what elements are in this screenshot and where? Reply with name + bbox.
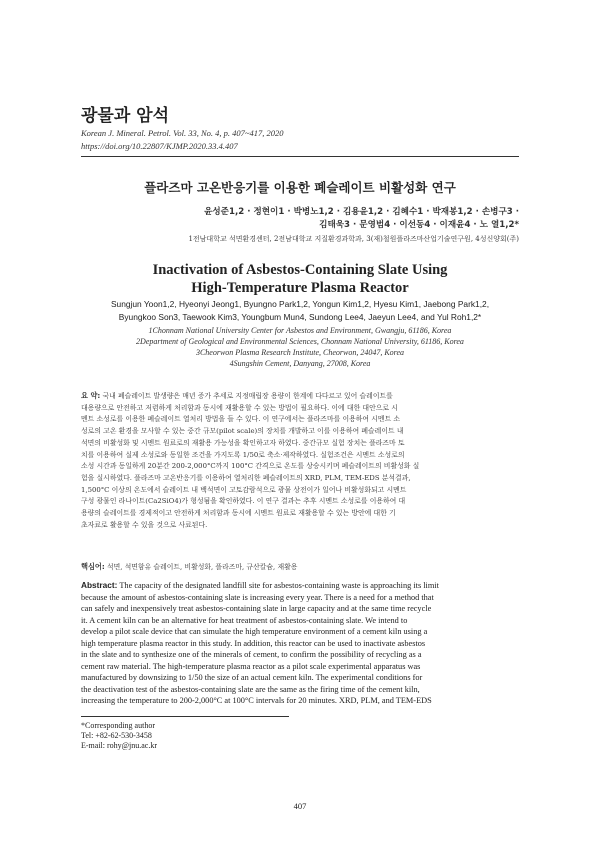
abstract-line: 용량의 슬레이트를 경제적이고 안전하게 처리함과 동시에 시멘트 원료로 재활용할 수 있는 방안에 대한 기: [81, 509, 396, 518]
abstract-line: 초자료로 활용할 수 있을 것으로 사료된다.: [81, 520, 208, 529]
abstract-line: manufactured by downsizing to 1/50 the size of an actual cement kiln. The experimental conditions for: [81, 673, 423, 682]
citation-volume: Korean J. Mineral. Petrol. Vol. 33, No. 4, p. 407~417, 2020: [81, 128, 284, 138]
korean-affiliations: 1전남대학교 석면환경센터, 2전남대학교 지질환경과학과, 3(재)철원플라즈마산업기술연구원, 4성신양회(주): [188, 235, 519, 243]
abstract-line: the deactivation test of the asbestos-containing slate are the same as the firing time of the cement kiln,: [81, 684, 420, 694]
journal-title: 광물과 암석: [81, 106, 170, 126]
english-authors: [81, 298, 519, 323]
affiliation-line: 3Cheorwon Plasma Research Institute, Cheorwon, 24047, Korea: [195, 348, 405, 357]
abstract-line: [81, 580, 519, 592]
english-abstract-label: Abstract:: [81, 580, 118, 590]
korean-abstract: [81, 390, 519, 531]
affiliation-line: 2Department of Geological and Environmental Sciences, Chonnam National University, 61186, Korea: [136, 337, 464, 346]
corresponding-author-label: *Corresponding author: [81, 721, 155, 730]
abstract-text: 국내 폐슬레이트 발생량은 매년 증가 추세로 지정매립장 용량이 한계에 다다르고 있어 슬레이트를: [100, 392, 393, 400]
abstract-line: because the amount of asbestos-containing slate is increasing every year. There is a need for a method that: [81, 592, 434, 602]
page-number: 407: [293, 801, 307, 811]
abstract-line: in the slate and to synthesize one of the minerals of cement, to confirm the possibility of recycling as a: [81, 650, 422, 659]
abstract-line: can safely and inexpensively treat asbestos-containing slate in large capacity and at the same time recycle: [81, 604, 432, 613]
keywords-text: 석면, 석면함유 슬레이트, 비활성화, 플라즈마, 규산칼슘, 재활용: [104, 563, 298, 571]
citation-block: [81, 127, 481, 153]
english-authors-line: Byungkoo Son3, Taewook Kim3, Youngbum Mun4, Sundong Lee4, Jaeyun Lee4, and Yul Roh1,2*: [118, 311, 482, 322]
abstract-line: develop a pilot scale device that can simulate the high temperature environment of a cement kiln using a: [81, 627, 428, 636]
abstract-line: [81, 390, 519, 403]
abstract-text: The capacity of the designated landfill site for asbestos-containing waste is approaching its limit: [117, 581, 439, 590]
abstract-line: 멘트 소성로를 이용한 폐슬레이트 열처리 방법을 들 수 있다. 이 연구에서는 플라즈마를 이용하여 시멘트 소: [81, 415, 401, 424]
korean-authors-line: 윤성준1,2 · 정현이1 · 박병노1,2 · 김용윤1,2 · 김혜수1 · 박재봉1,2 · 손병구3 ·: [204, 207, 519, 217]
english-title-line: Inactivation of Asbestos-Containing Slate Using: [152, 262, 448, 278]
abstract-line: 석면의 비활성화 및 시멘트 원료로의 재활용 가능성을 확인하고자 하였다. 중간규모 실험 장치는 플라즈마 토: [81, 438, 405, 447]
english-title-line: High-Temperature Plasma Reactor: [191, 280, 409, 296]
english-abstract: [81, 580, 519, 707]
korean-keywords: [81, 561, 519, 572]
korean-title: 플라즈마 고온반응기를 이용한 폐슬레이트 비활성화 연구: [144, 180, 456, 195]
corresponding-email: E-mail: rohy@jnu.ac.kr: [81, 741, 158, 750]
header-divider: [81, 156, 519, 157]
corresponding-tel: Tel: +82-62-530-3458: [81, 731, 152, 740]
korean-authors-line: 김태욱3 · 문영범4 · 이선동4 · 이재윤4 · 노 열1,2*: [319, 220, 519, 230]
corresponding-footnote: [81, 721, 381, 751]
korean-authors: [81, 206, 519, 232]
abstract-line: it. A cement kiln can be an alternative for heat treatment of asbestos-containing slate. We intend to: [81, 615, 408, 625]
abstract-line: 대용량으로 안전하고 저렴하게 처리함과 동시에 재활용할 수 있는 방법이 필요하다. 이에 대한 대안으로 시: [81, 403, 398, 412]
affiliation-line: 4Sungshin Cement, Danyang, 27008, Korea: [229, 359, 371, 368]
abstract-line: 성로의 고온 환경을 모사할 수 있는 중간 규모(pilot scale)의 장치를 개발하고 이를 이용하여 폐슬레이트 내: [81, 427, 404, 436]
affiliation-line: 1Chonnam National University Center for Asbestos and Environment, Gwangju, 61186, Korea: [148, 326, 452, 335]
abstract-line: 1,500°C 이상의 온도에서 슬레이트 내 백석면이 고토감람석으로 광물 상전이가 일어나 비활성화되고 시멘트: [81, 485, 407, 494]
english-authors-line: Sungjun Yoon1,2, Hyeonyi Jeong1, Byungno Park1,2, Yongun Kim1,2, Hyesu Kim1, Jaebong Park1,2,: [110, 299, 490, 309]
abstract-line: high temperature plasma reactor in this study. In addition, this reactor can be used to inactivate asbestos: [81, 638, 426, 648]
keywords-label: 핵심어:: [81, 562, 105, 571]
abstract-line: cement raw material. The high-temperature plasma reactor as a pilot scale experimental apparatus was: [81, 661, 421, 671]
korean-abstract-label: 요 약:: [81, 391, 101, 400]
abstract-line: 치를 이용하여 실제 소성로와 동일한 조건을 가지도록 1/50로 축소·제작하였다. 실험조건은 시멘트 소성로의: [81, 450, 405, 459]
abstract-line: 소성 시간과 동일하게 20분간 200-2,000°C까지 100°C 간격으로 온도를 상승시키며 폐슬레이트의 비활성화 실: [81, 462, 420, 471]
english-title: [81, 261, 519, 297]
english-affiliations: [81, 325, 519, 369]
abstract-line: increasing the temperature to 200-2,000°C at 100°C intervals for 20 minutes. XRD, PLM, and TEM-EDS: [81, 696, 432, 705]
abstract-line: 험을 실시하였다. 플라즈마 고온반응기를 이용하여 열처리한 폐슬레이트의 XRD, PLM, TEM-EDS 분석결과,: [81, 473, 411, 482]
abstract-line: 구성 광물인 라나이트(Ca2SiO4)가 형성됨을 확인하였다. 이 연구 결과는 추후 시멘트 소성로를 이용하여 대: [81, 497, 406, 506]
footnote-divider: [81, 716, 289, 717]
citation-doi: https://doi.org/10.22807/KJMP.2020.33.4.407: [81, 141, 238, 151]
